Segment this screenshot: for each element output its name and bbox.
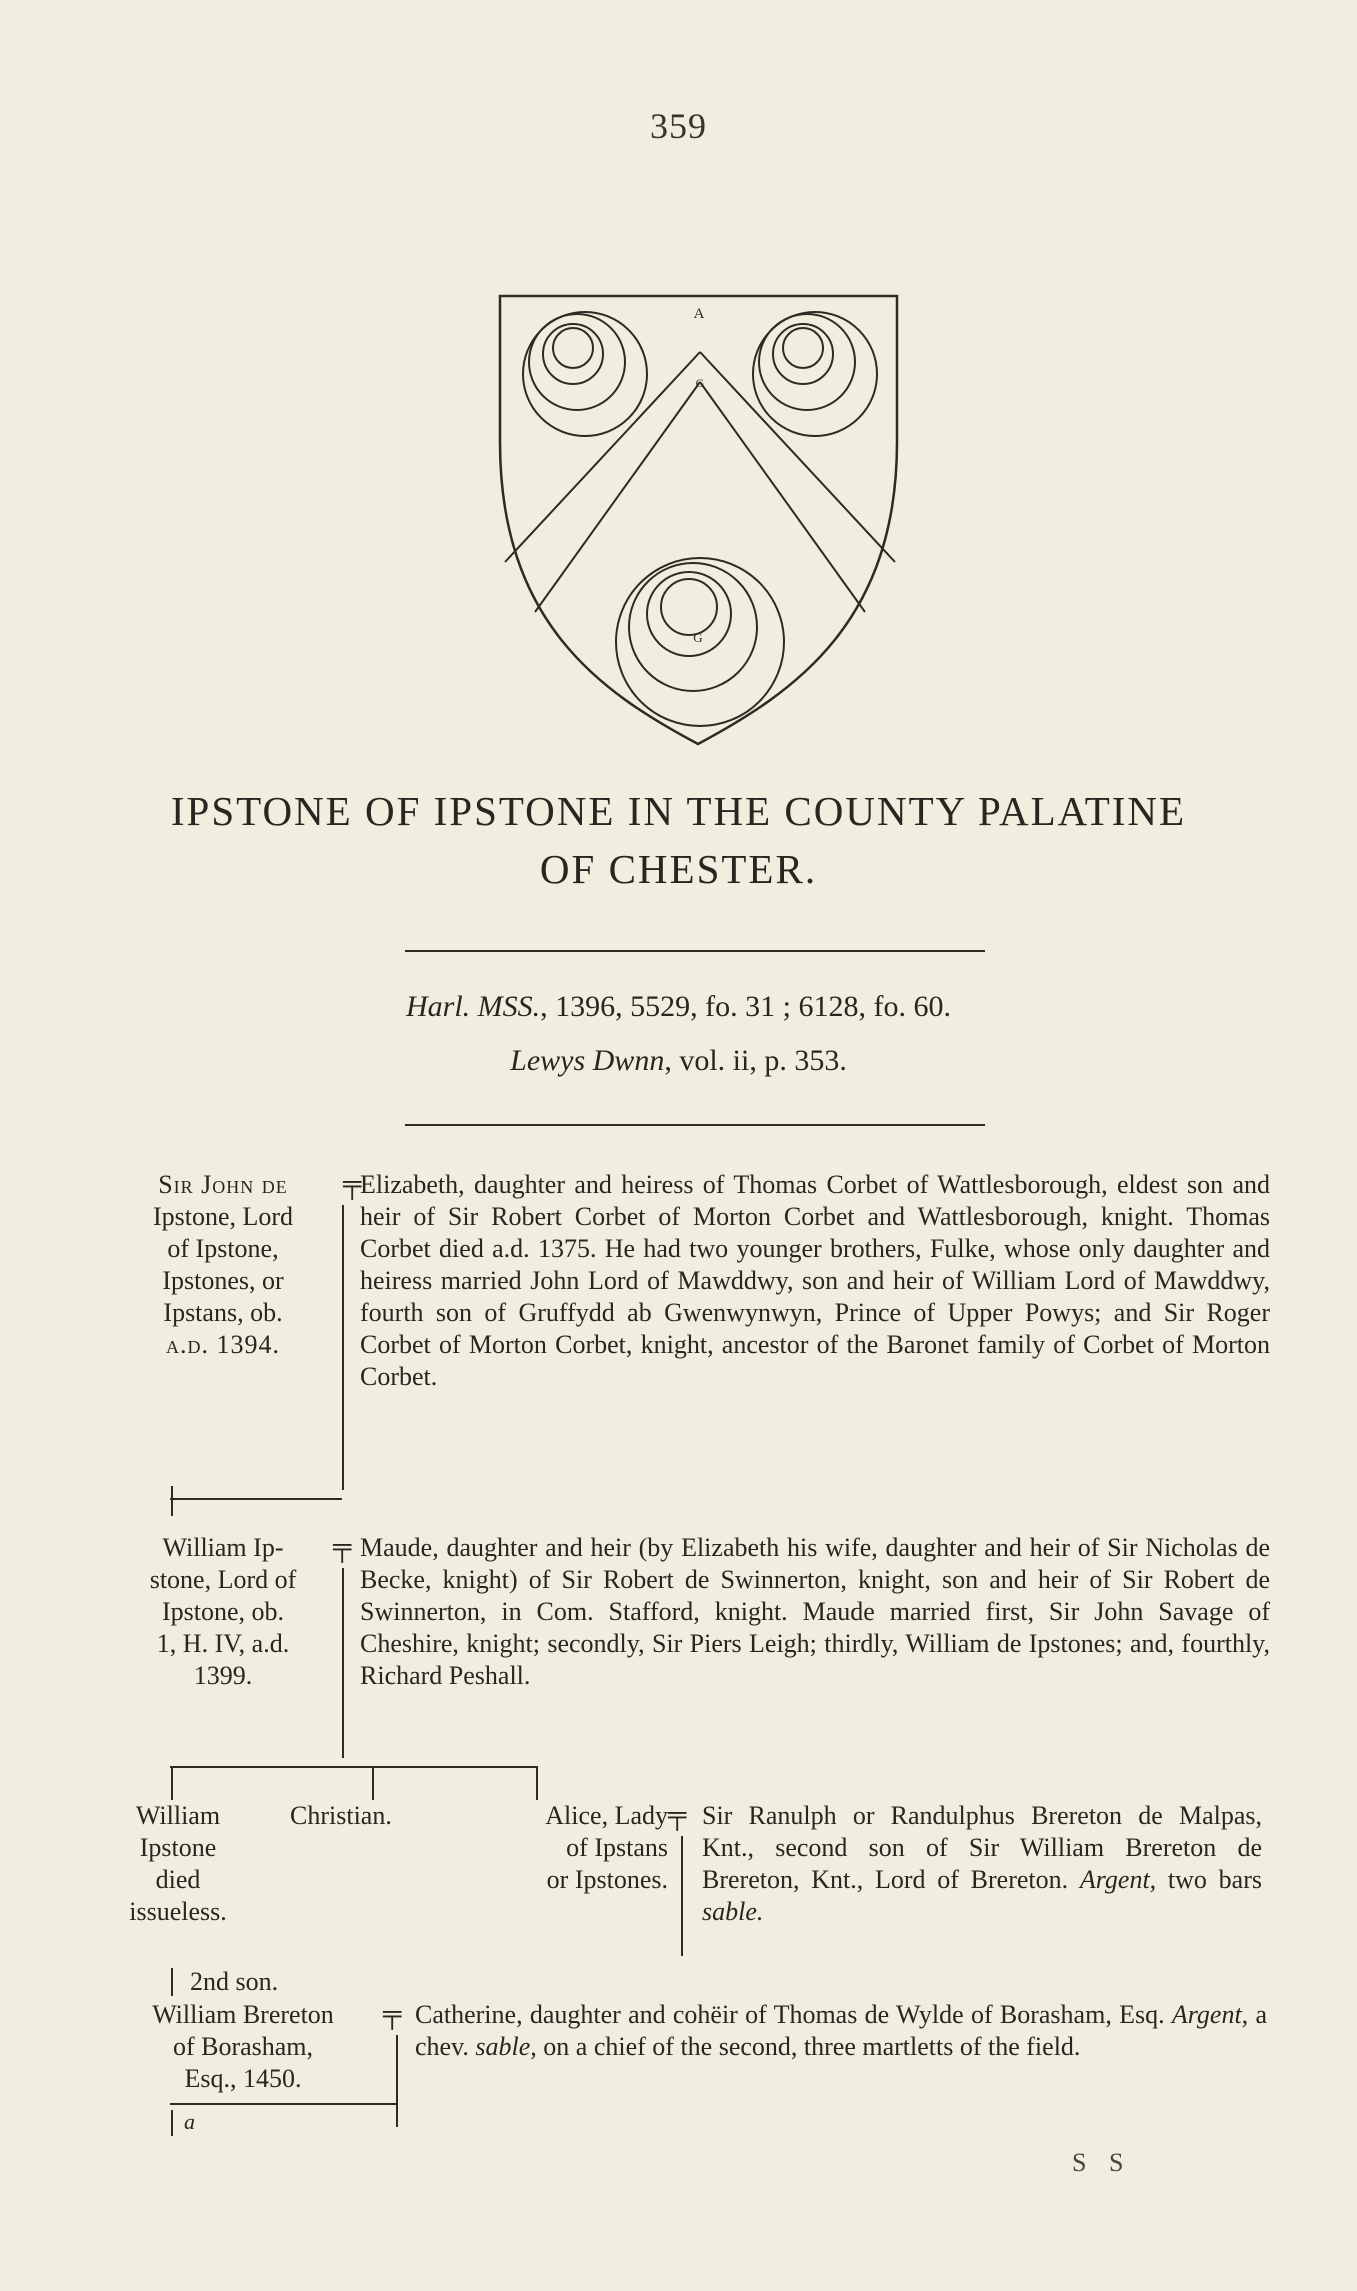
coat-of-arms-shield [495, 292, 905, 752]
gen1-husband [103, 1169, 343, 1361]
gen3-spouse-text: Sir Ranulph or Randulphus Brereton de Malpas, Knt., second son of Sir William Brereton de Brereton, Knt., Lord of Brereton. [702, 1801, 1262, 1894]
crescent-icon-right [753, 312, 877, 436]
page-title [60, 782, 1297, 898]
gen4-wife-text: Catherine, daughter and cohëir of Thomas de Wylde of Borasham, Esq. [415, 2000, 1165, 2029]
descent-line [536, 1766, 538, 1800]
gen4-husband-line: of Borasham, [172, 2032, 314, 2061]
descent-line [396, 2035, 398, 2127]
gen4-wife [415, 1999, 1267, 2063]
gen3-child-line: Alice, Lady [545, 1801, 668, 1830]
descent-line [372, 1766, 374, 1800]
gen1-husband-line: Ipstans, ob. [163, 1298, 283, 1327]
gen4-husband-line: Esq., 1450. [184, 2064, 302, 2093]
gen4-marriage-symbol: ╤ [383, 1999, 402, 2028]
gen2-husband-line: 1399. [193, 1661, 253, 1690]
gen1-rule [170, 1498, 342, 1500]
gen3-child-line: of Ipstans [566, 1833, 668, 1862]
gen4-arms-chief: on a chief of the second, three martletts of the field. [536, 2032, 1081, 2061]
gen3-marriage-symbol: ╤ [668, 1800, 687, 1829]
descent-line [171, 1968, 173, 1996]
gen1-husband-line: a.d. 1394. [166, 1330, 280, 1359]
gen4-arms-colour: sable, [475, 2032, 537, 2061]
gen3-child-line: Ipstone [139, 1833, 217, 1862]
descent-line [681, 1836, 683, 1956]
gen3-child-line: issueless. [129, 1897, 227, 1926]
page-number: 359 [650, 106, 707, 146]
gen3-child-christian: Christian. [290, 1801, 392, 1830]
gen4-husband [103, 1999, 383, 2095]
gen1-husband-line: of Ipstone, [167, 1234, 279, 1263]
source-refs: , 1396, 5529, fo. 31 ; 6128, fo. 60. [540, 990, 951, 1023]
gen3-spouse [702, 1800, 1262, 1928]
gen1-husband-line: Ipstones, or [162, 1266, 284, 1295]
signature-mark: S S [1072, 2148, 1132, 2177]
gen3-child-line: or Ipstones. [546, 1865, 668, 1894]
descent-line [342, 1205, 344, 1490]
chevron-tincture: G [695, 376, 705, 390]
gen3-child-line: died [155, 1865, 201, 1894]
gen4-rule [170, 2103, 396, 2105]
source-harl: Harl. [405, 990, 471, 1023]
gen2-marriage-symbol: ╤ [333, 1532, 352, 1561]
gen4-arms-charge: a chev. [415, 2000, 1267, 2061]
gen2-wife: Maude, daughter and heir (by Elizabeth his wife, daughter and heir of Sir Nicholas de Becke, knight) of Sir Robert de Swinnerton, knight, son and heir of Sir Robert de Swinnerton, in Com. Stafford, knight. Maude married first, Sir John Savage of Cheshire, knight; secondly, Sir Piers Leigh; thirdly, William de Ipstones; and, fourthly, Richard Peshall. [360, 1533, 1270, 1690]
descent-line [171, 2110, 173, 2136]
gen4-arms-tincture: Argent, [1171, 2000, 1249, 2029]
descent-line [171, 1486, 173, 1516]
gen1-marriage-symbol: ╤ [343, 1169, 362, 1198]
title-line-2: OF CHESTER. [539, 846, 818, 892]
base-tincture: G [693, 630, 703, 645]
gen2-husband-line: Ipstone, ob. [161, 1597, 285, 1626]
source-mss: MSS. [477, 990, 541, 1023]
divider [405, 1124, 985, 1126]
gen2-rule [170, 1766, 538, 1768]
gen4-note: 2nd son. [190, 1967, 279, 1996]
descent-line [171, 1766, 173, 1800]
gen1-husband-line: Ipstone, Lord [152, 1202, 294, 1231]
gen3-arms-colour: sable. [702, 1897, 764, 1926]
descent-line [342, 1568, 344, 1758]
gen2-husband [103, 1532, 343, 1692]
gen4-husband-line: William Brereton [152, 2000, 334, 2029]
gen2-husband-line: stone, Lord of [149, 1565, 297, 1594]
gen3-child-william [103, 1800, 253, 1928]
gen3-child-line: William [135, 1801, 221, 1830]
title-line-1: IPSTONE OF IPSTONE IN THE COUNTY PALATINE [170, 788, 1187, 834]
gen3-arms-tincture: Argent, [1079, 1865, 1157, 1894]
source-volume: , vol. ii, p. 353. [664, 1044, 847, 1077]
gen3-arms-charge: two bars [1156, 1865, 1262, 1894]
continuation-mark: a [184, 2109, 195, 2134]
gen2-husband-line: 1, H. IV, a.d. [156, 1629, 290, 1658]
source-lewys-dwnn: Lewys Dwnn [510, 1044, 665, 1077]
gen2-husband-line: William Ip- [162, 1533, 284, 1562]
gen1-wife: Elizabeth, daughter and heiress of Thomas Corbet of Wattlesborough, eldest son and heir of Sir Robert Corbet of Morton Corbet and Wattlesborough, knight. Thomas Corbet died a.d. 1375. He had two younger brothers, Fulke, whose only daughter and heiress married John Lord of Mawddwy, son and heir of William Lord of Mawddwy, fourth son of Gruffydd ab Gwenwynwyn, Prince of Upper Powys; and Sir Roger Corbet of Morton Corbet, knight, ancestor of the Baronet family of Corbet of Morton Corbet. [360, 1170, 1270, 1391]
source-line-2 [0, 1044, 1357, 1078]
crescent-icon-left [523, 312, 647, 436]
gen1-husband-line: Sir John de [158, 1170, 288, 1199]
shield-top-tincture: A [693, 306, 705, 322]
source-line-1 [0, 990, 1357, 1024]
divider [405, 950, 985, 952]
gen3-child-alice [488, 1800, 668, 1896]
